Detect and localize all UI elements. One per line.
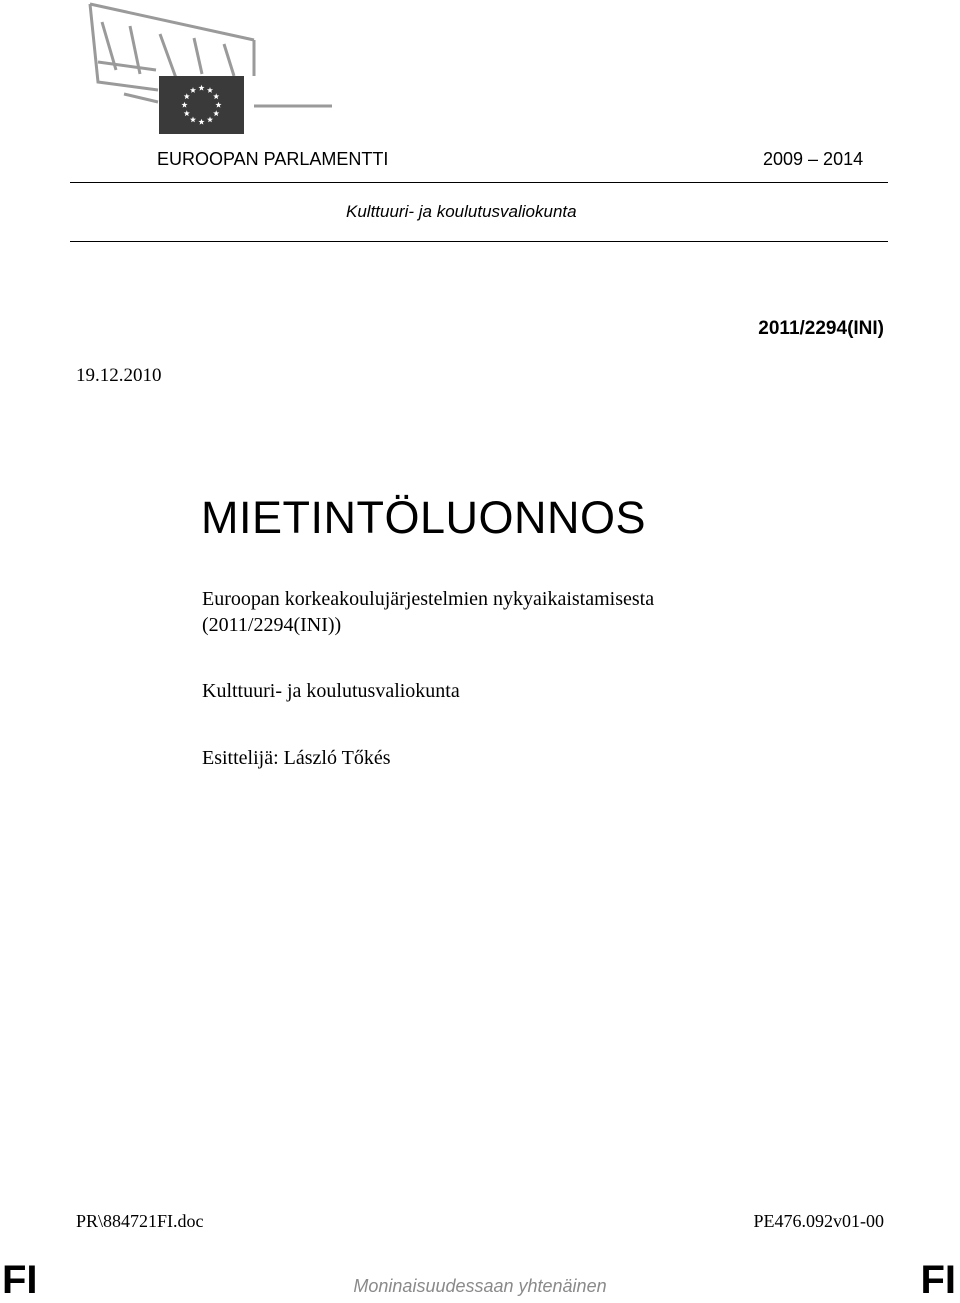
procedure-reference: 2011/2294(INI) (758, 318, 884, 339)
pe-reference: PE476.092v01-00 (753, 1211, 884, 1231)
committee-header: Kulttuuri- ja koulutusvaliokunta (346, 202, 577, 221)
eu-motto: Moninaisuudessaan yhtenäinen (353, 1276, 607, 1296)
responsible-committee: Kulttuuri- ja koulutusvaliokunta (202, 680, 460, 702)
language-code-left: FI (2, 1258, 38, 1302)
header-rule-bottom (70, 241, 888, 242)
document-date: 19.12.2010 (76, 365, 162, 386)
rapporteur: Esittelijä: László Tőkés (202, 747, 391, 769)
document-file-reference: PR\884721FI.doc (76, 1211, 204, 1231)
european-parliament-logo-icon (84, 0, 334, 140)
parliamentary-term: 2009 – 2014 (763, 149, 864, 169)
document-subject-line-1: Euroopan korkeakoulujärjestelmien nykyaikaistamisesta (202, 588, 655, 610)
document-title: MIETINTÖLUONNOS (201, 492, 647, 543)
document-subject-line-2: (2011/2294(INI)) (202, 614, 342, 636)
header-rule-top (70, 182, 888, 183)
institution-name: EUROOPAN PARLAMENTTI (157, 149, 389, 169)
language-code-right: FI (920, 1258, 956, 1302)
